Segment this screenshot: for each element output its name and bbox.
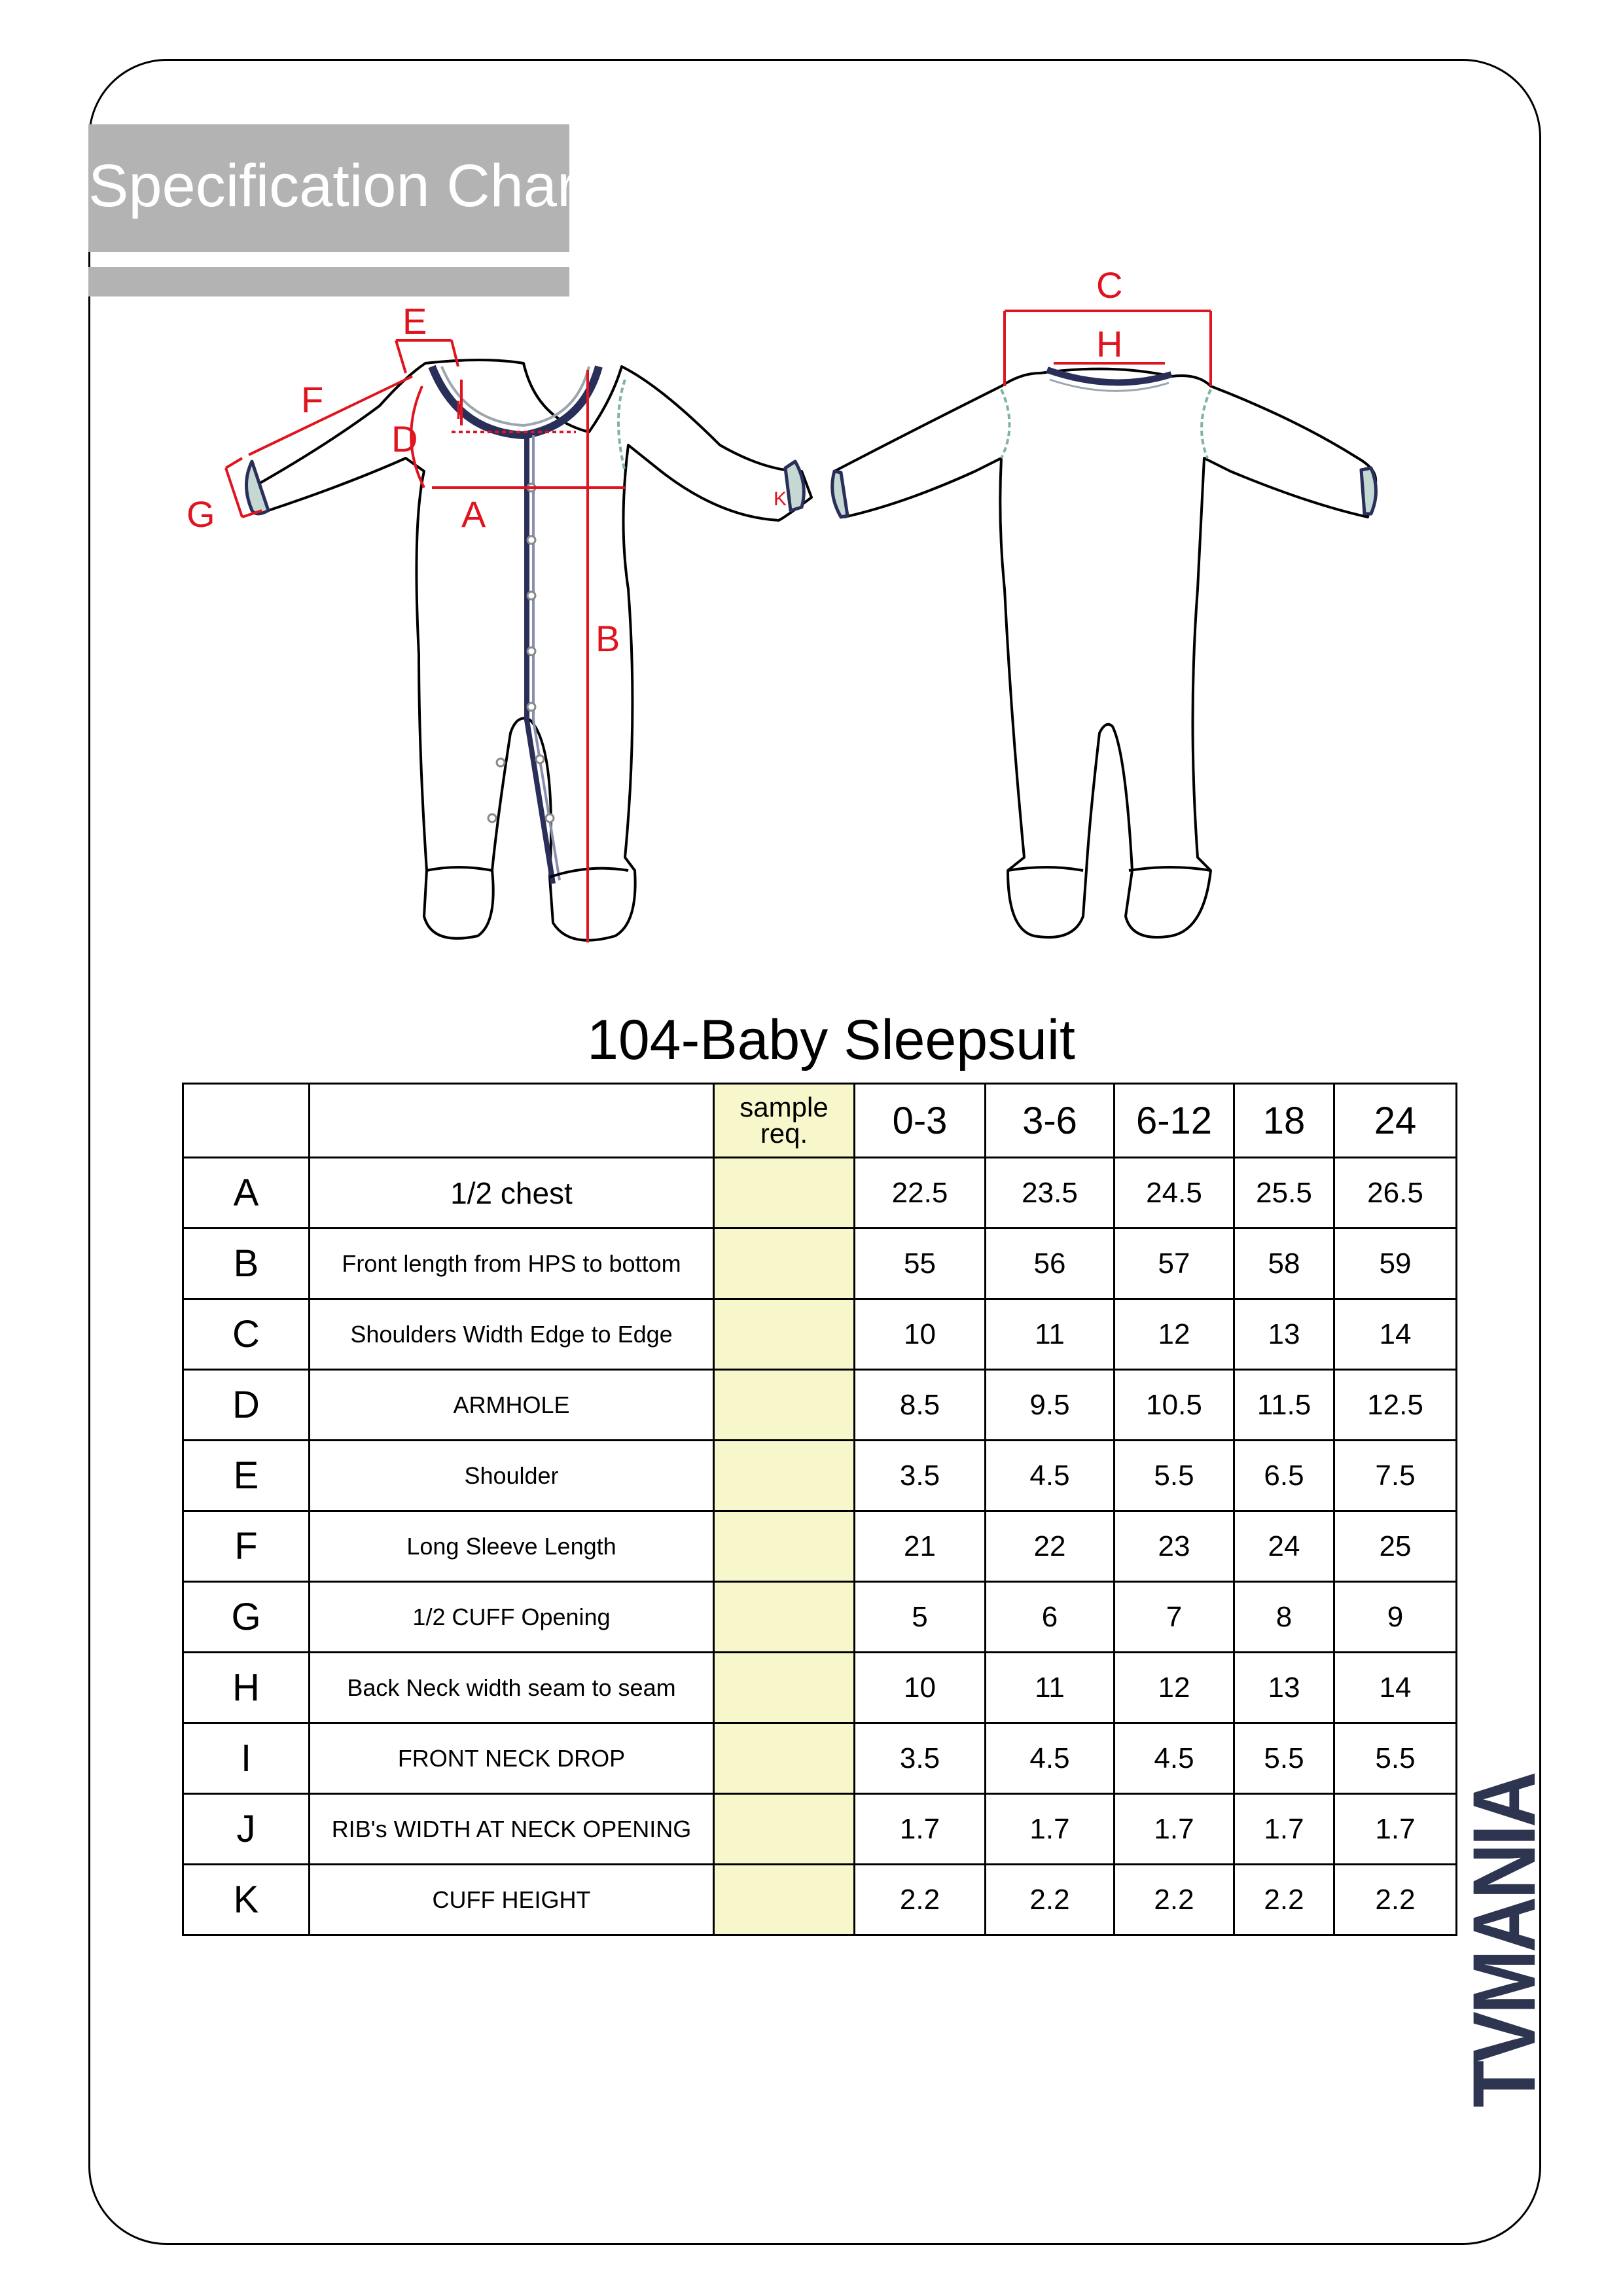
sample-request-cell bbox=[714, 1653, 855, 1723]
size-header: 0-3 bbox=[855, 1084, 986, 1158]
measurement-value-cell: 11.5 bbox=[1234, 1370, 1334, 1441]
label-G: G bbox=[187, 493, 215, 535]
sample-request-cell bbox=[714, 1229, 855, 1299]
size-header: 24 bbox=[1334, 1084, 1457, 1158]
measurement-code-cell: K bbox=[183, 1865, 310, 1935]
measurement-code-cell: A bbox=[183, 1158, 310, 1229]
label-D: D bbox=[391, 418, 418, 459]
back-garment bbox=[832, 369, 1376, 937]
measurement-value-cell: 11 bbox=[986, 1299, 1115, 1370]
table-row bbox=[183, 1723, 1457, 1794]
measurement-description-cell: Long Sleeve Length bbox=[310, 1511, 714, 1582]
product-title: 104-Baby Sleepsuit bbox=[587, 1009, 1075, 1071]
measurement-code-cell: G bbox=[183, 1582, 310, 1653]
measurement-value-cell: 9 bbox=[1334, 1582, 1457, 1653]
measurement-value-cell: 14 bbox=[1334, 1653, 1457, 1723]
measurement-value-cell: 7.5 bbox=[1334, 1441, 1457, 1511]
measurement-value-cell: 5.5 bbox=[1234, 1723, 1334, 1794]
measurement-value-cell: 22 bbox=[986, 1511, 1115, 1582]
label-C: C bbox=[1096, 264, 1123, 306]
measurement-value-cell: 4.5 bbox=[986, 1723, 1115, 1794]
table-row bbox=[183, 1653, 1457, 1723]
measurement-value-cell: 12 bbox=[1115, 1653, 1234, 1723]
table-row bbox=[183, 1794, 1457, 1865]
sample-header-line-1: sample bbox=[740, 1092, 829, 1122]
measurement-value-cell: 22.5 bbox=[855, 1158, 986, 1229]
measurement-description-cell: RIB's WIDTH AT NECK OPENING bbox=[310, 1794, 714, 1865]
size-header: 6-12 bbox=[1115, 1084, 1234, 1158]
measurement-value-cell: 5.5 bbox=[1334, 1723, 1457, 1794]
measurement-value-cell: 1.7 bbox=[1115, 1794, 1234, 1865]
measurement-code-cell: C bbox=[183, 1299, 310, 1370]
sample-request-cell bbox=[714, 1158, 855, 1229]
sample-header-line-2: req. bbox=[760, 1118, 808, 1149]
measurement-value-cell: 5.5 bbox=[1115, 1441, 1234, 1511]
measurement-value-cell: 25.5 bbox=[1234, 1158, 1334, 1229]
spec-table bbox=[182, 1083, 1457, 1936]
front-garment bbox=[247, 360, 812, 941]
measurement-description-cell: Front length from HPS to bottom bbox=[310, 1229, 714, 1299]
sample-request-cell bbox=[714, 1511, 855, 1582]
measurement-value-cell: 8 bbox=[1234, 1582, 1334, 1653]
label-I: I bbox=[455, 396, 463, 425]
sample-request-cell bbox=[714, 1723, 855, 1794]
measurement-value-cell: 12 bbox=[1115, 1299, 1234, 1370]
measurement-value-cell: 13 bbox=[1234, 1653, 1334, 1723]
label-F: F bbox=[301, 379, 324, 420]
measurement-value-cell: 23 bbox=[1115, 1511, 1234, 1582]
measurement-value-cell: 2.2 bbox=[1115, 1865, 1234, 1935]
measurement-value-cell: 25 bbox=[1334, 1511, 1457, 1582]
table-row bbox=[183, 1582, 1457, 1653]
measurement-value-cell: 1.7 bbox=[986, 1794, 1115, 1865]
measurement-value-cell: 5 bbox=[855, 1582, 986, 1653]
measurement-value-cell: 14 bbox=[1334, 1299, 1457, 1370]
measurement-description-cell: Back Neck width seam to seam bbox=[310, 1653, 714, 1723]
measurement-value-cell: 4.5 bbox=[1115, 1723, 1234, 1794]
measurement-value-cell: 12.5 bbox=[1334, 1370, 1457, 1441]
measurement-code-cell: D bbox=[183, 1370, 310, 1441]
sample-request-cell bbox=[714, 1865, 855, 1935]
measurement-value-cell: 57 bbox=[1115, 1229, 1234, 1299]
measurement-value-cell: 26.5 bbox=[1334, 1158, 1457, 1229]
table-row bbox=[183, 1511, 1457, 1582]
measurement-value-cell: 3.5 bbox=[855, 1441, 986, 1511]
measurement-value-cell: 58 bbox=[1234, 1229, 1334, 1299]
measurement-value-cell: 4.5 bbox=[986, 1441, 1115, 1511]
label-K: K bbox=[774, 488, 787, 510]
header-sample-cell bbox=[714, 1084, 855, 1158]
measurement-code-cell: H bbox=[183, 1653, 310, 1723]
sample-request-cell bbox=[714, 1794, 855, 1865]
measurement-value-cell: 9.5 bbox=[986, 1370, 1115, 1441]
header-code-cell bbox=[183, 1084, 310, 1158]
table-row bbox=[183, 1299, 1457, 1370]
measurement-value-cell: 6.5 bbox=[1234, 1441, 1334, 1511]
measurement-value-cell: 23.5 bbox=[986, 1158, 1115, 1229]
measurement-value-cell: 8.5 bbox=[855, 1370, 986, 1441]
measurement-value-cell: 1.7 bbox=[1234, 1794, 1334, 1865]
measurement-value-cell: 10 bbox=[855, 1653, 986, 1723]
table-row bbox=[183, 1158, 1457, 1229]
measurement-value-cell: 2.2 bbox=[986, 1865, 1115, 1935]
label-H: H bbox=[1096, 323, 1123, 365]
page-title: Specification Chart bbox=[88, 152, 594, 219]
sample-request-cell bbox=[714, 1299, 855, 1370]
measurement-value-cell: 56 bbox=[986, 1229, 1115, 1299]
measurement-value-cell: 2.2 bbox=[855, 1865, 986, 1935]
measurement-code-cell: J bbox=[183, 1794, 310, 1865]
label-E: E bbox=[402, 300, 427, 342]
measurement-code-cell: B bbox=[183, 1229, 310, 1299]
measurement-code-cell: E bbox=[183, 1441, 310, 1511]
table-header-row bbox=[183, 1084, 1457, 1158]
measurement-description-cell: Shoulders Width Edge to Edge bbox=[310, 1299, 714, 1370]
measurement-value-cell: 24 bbox=[1234, 1511, 1334, 1582]
measurement-description-cell: ARMHOLE bbox=[310, 1370, 714, 1441]
measurement-value-cell: 21 bbox=[855, 1511, 986, 1582]
sample-request-cell bbox=[714, 1441, 855, 1511]
measurement-description-cell: 1/2 CUFF Opening bbox=[310, 1582, 714, 1653]
brand-wordmark: TVMANIA bbox=[1454, 1774, 1554, 2108]
measurement-code-cell: F bbox=[183, 1511, 310, 1582]
measurement-value-cell: 7 bbox=[1115, 1582, 1234, 1653]
measurement-description-cell: Shoulder bbox=[310, 1441, 714, 1511]
measurement-value-cell: 55 bbox=[855, 1229, 986, 1299]
measurement-value-cell: 2.2 bbox=[1234, 1865, 1334, 1935]
measurement-value-cell: 59 bbox=[1334, 1229, 1457, 1299]
technical-flat-drawing bbox=[0, 0, 1623, 982]
table-row bbox=[183, 1865, 1457, 1935]
measurement-description-cell: FRONT NECK DROP bbox=[310, 1723, 714, 1794]
size-header: 3-6 bbox=[986, 1084, 1115, 1158]
measurement-value-cell: 1.7 bbox=[855, 1794, 986, 1865]
sample-request-cell bbox=[714, 1582, 855, 1653]
size-header: 18 bbox=[1234, 1084, 1334, 1158]
sample-request-cell bbox=[714, 1370, 855, 1441]
spec-table-body bbox=[183, 1158, 1457, 1935]
measurement-value-cell: 24.5 bbox=[1115, 1158, 1234, 1229]
table-row bbox=[183, 1370, 1457, 1441]
brand-logo bbox=[1454, 1689, 1554, 2108]
measurement-value-cell: 11 bbox=[986, 1653, 1115, 1723]
label-A: A bbox=[461, 493, 486, 535]
header-description-cell bbox=[310, 1084, 714, 1158]
measurement-value-cell: 1.7 bbox=[1334, 1794, 1457, 1865]
table-row bbox=[183, 1441, 1457, 1511]
measurement-value-cell: 2.2 bbox=[1334, 1865, 1457, 1935]
measurement-description-cell: CUFF HEIGHT bbox=[310, 1865, 714, 1935]
measurement-value-cell: 6 bbox=[986, 1582, 1115, 1653]
measurement-value-cell: 13 bbox=[1234, 1299, 1334, 1370]
table-row bbox=[183, 1229, 1457, 1299]
measurement-value-cell: 10.5 bbox=[1115, 1370, 1234, 1441]
measurement-description-cell: 1/2 chest bbox=[310, 1158, 714, 1229]
measurement-code-cell: I bbox=[183, 1723, 310, 1794]
measurement-value-cell: 3.5 bbox=[855, 1723, 986, 1794]
label-B: B bbox=[596, 618, 620, 659]
measurement-value-cell: 10 bbox=[855, 1299, 986, 1370]
